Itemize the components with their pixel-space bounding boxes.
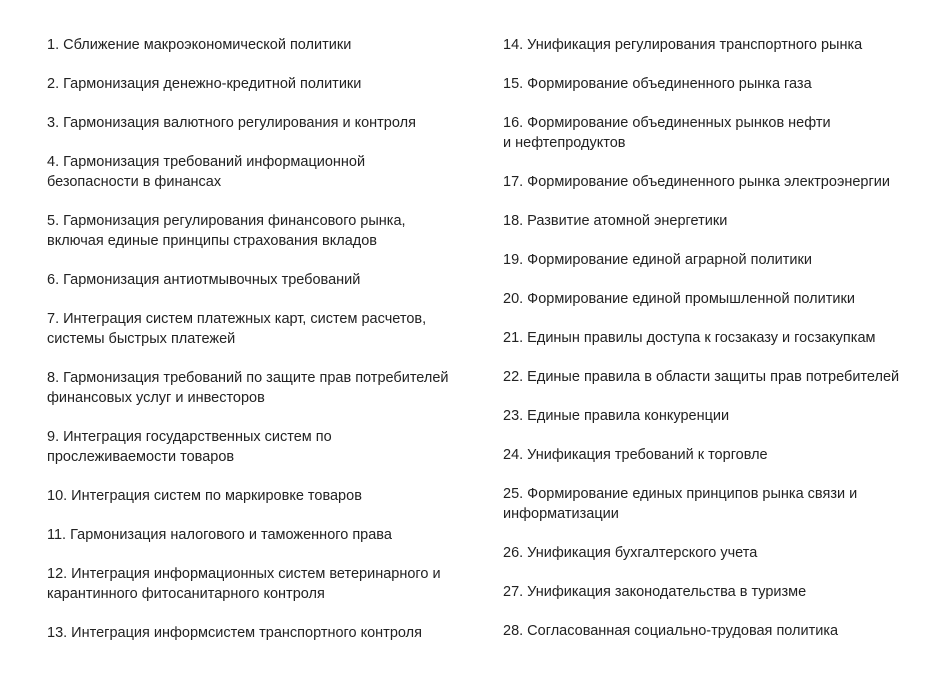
- list-item-text-line: 2. Гармонизация денежно-кредитной политики: [47, 76, 362, 92]
- list-item: [503, 74, 923, 94]
- list-item-text-line: 26. Унификация бухгалтерского учета: [503, 545, 758, 561]
- list-item: [47, 368, 467, 408]
- list-item-text-line: 16. Формирование объединенных рынков нефти: [503, 115, 831, 131]
- list-item: [503, 113, 923, 153]
- list-item: [47, 309, 467, 349]
- list-item-text-line: 10. Интеграция систем по маркировке товаров: [47, 488, 362, 504]
- list-item-text-line: 22. Единые правила в области защиты прав потребителей: [503, 369, 900, 385]
- list-item: [503, 211, 923, 231]
- list-item: [503, 289, 923, 309]
- list-item-text-line: 27. Унификация законодательства в туризме: [503, 584, 807, 600]
- list-item: [47, 35, 467, 55]
- list-item: [47, 211, 467, 251]
- list-item-text-line: 18. Развитие атомной энергетики: [503, 213, 728, 229]
- right-column-list: [503, 35, 923, 660]
- list-item: [503, 621, 923, 641]
- left-column-list: [47, 35, 467, 662]
- list-item-text-line: 13. Интеграция информсистем транспортного контроля: [47, 625, 422, 641]
- list-item-text-line: 24. Унификация требований к торговле: [503, 447, 768, 463]
- list-item: [47, 564, 467, 604]
- list-item-text-line: 5. Гармонизация регулирования финансового рынка,: [47, 213, 406, 229]
- list-item: [47, 623, 467, 643]
- list-item-text-line: 9. Интеграция государственных систем по: [47, 429, 332, 445]
- list-item-text-line: карантинного фитосанитарного контроля: [47, 586, 325, 602]
- list-item-text-line: 12. Интеграция информационных систем ветеринарного и: [47, 566, 441, 582]
- list-item-text-line: 21. Единын правилы доступа к госзаказу и госзакупкам: [503, 330, 876, 346]
- list-item: [503, 406, 923, 426]
- list-item-text-line: 17. Формирование объединенного рынка электроэнергии: [503, 174, 890, 190]
- list-item: [47, 113, 467, 133]
- list-item: [503, 172, 923, 192]
- list-item-text-line: 8. Гармонизация требований по защите прав потребителей: [47, 370, 449, 386]
- list-item-text-line: информатизации: [503, 506, 619, 522]
- list-item: [47, 270, 467, 290]
- list-item-text-line: безопасности в финансах: [47, 174, 222, 190]
- list-item-text-line: 19. Формирование единой аграрной политики: [503, 252, 812, 268]
- list-item-text-line: и нефтепродуктов: [503, 135, 626, 151]
- list-item: [503, 35, 923, 55]
- list-item: [47, 427, 467, 467]
- list-item-text-line: 25. Формирование единых принципов рынка связи и: [503, 486, 858, 502]
- list-item-text-line: 14. Унификация регулирования транспортного рынка: [503, 37, 863, 53]
- list-item: [47, 152, 467, 192]
- list-item: [503, 582, 923, 602]
- list-item-text-line: 7. Интеграция систем платежных карт, систем расчетов,: [47, 311, 427, 327]
- list-item: [503, 445, 923, 465]
- list-item-text-line: 20. Формирование единой промышленной политики: [503, 291, 855, 307]
- list-item: [503, 250, 923, 270]
- list-item: [47, 486, 467, 506]
- list-item-text-line: 11. Гармонизация налогового и таможенного права: [47, 527, 392, 543]
- list-item: [503, 367, 923, 387]
- list-item-text-line: 28. Согласованная социально-трудовая политика: [503, 623, 839, 639]
- list-item-text-line: 15. Формирование объединенного рынка газа: [503, 76, 812, 92]
- list-item: [503, 328, 923, 348]
- list-item-text-line: 3. Гармонизация валютного регулирования и контроля: [47, 115, 416, 131]
- list-item-text-line: 4. Гармонизация требований информационной: [47, 154, 366, 170]
- list-item-text-line: 23. Единые правила конкуренции: [503, 408, 730, 424]
- list-item: [47, 74, 467, 94]
- list-item-text-line: финансовых услуг и инвесторов: [47, 390, 265, 406]
- list-item: [503, 484, 923, 524]
- list-item-text-line: прослеживаемости товаров: [47, 449, 235, 465]
- list-item: [47, 525, 467, 545]
- list-item-text-line: 6. Гармонизация антиотмывочных требований: [47, 272, 361, 288]
- list-item-text-line: системы быстрых платежей: [47, 331, 236, 347]
- list-item: [503, 543, 923, 563]
- list-item-text-line: 1. Сближение макроэкономической политики: [47, 37, 352, 53]
- list-item-text-line: включая единые принципы страхования вкладов: [47, 233, 378, 249]
